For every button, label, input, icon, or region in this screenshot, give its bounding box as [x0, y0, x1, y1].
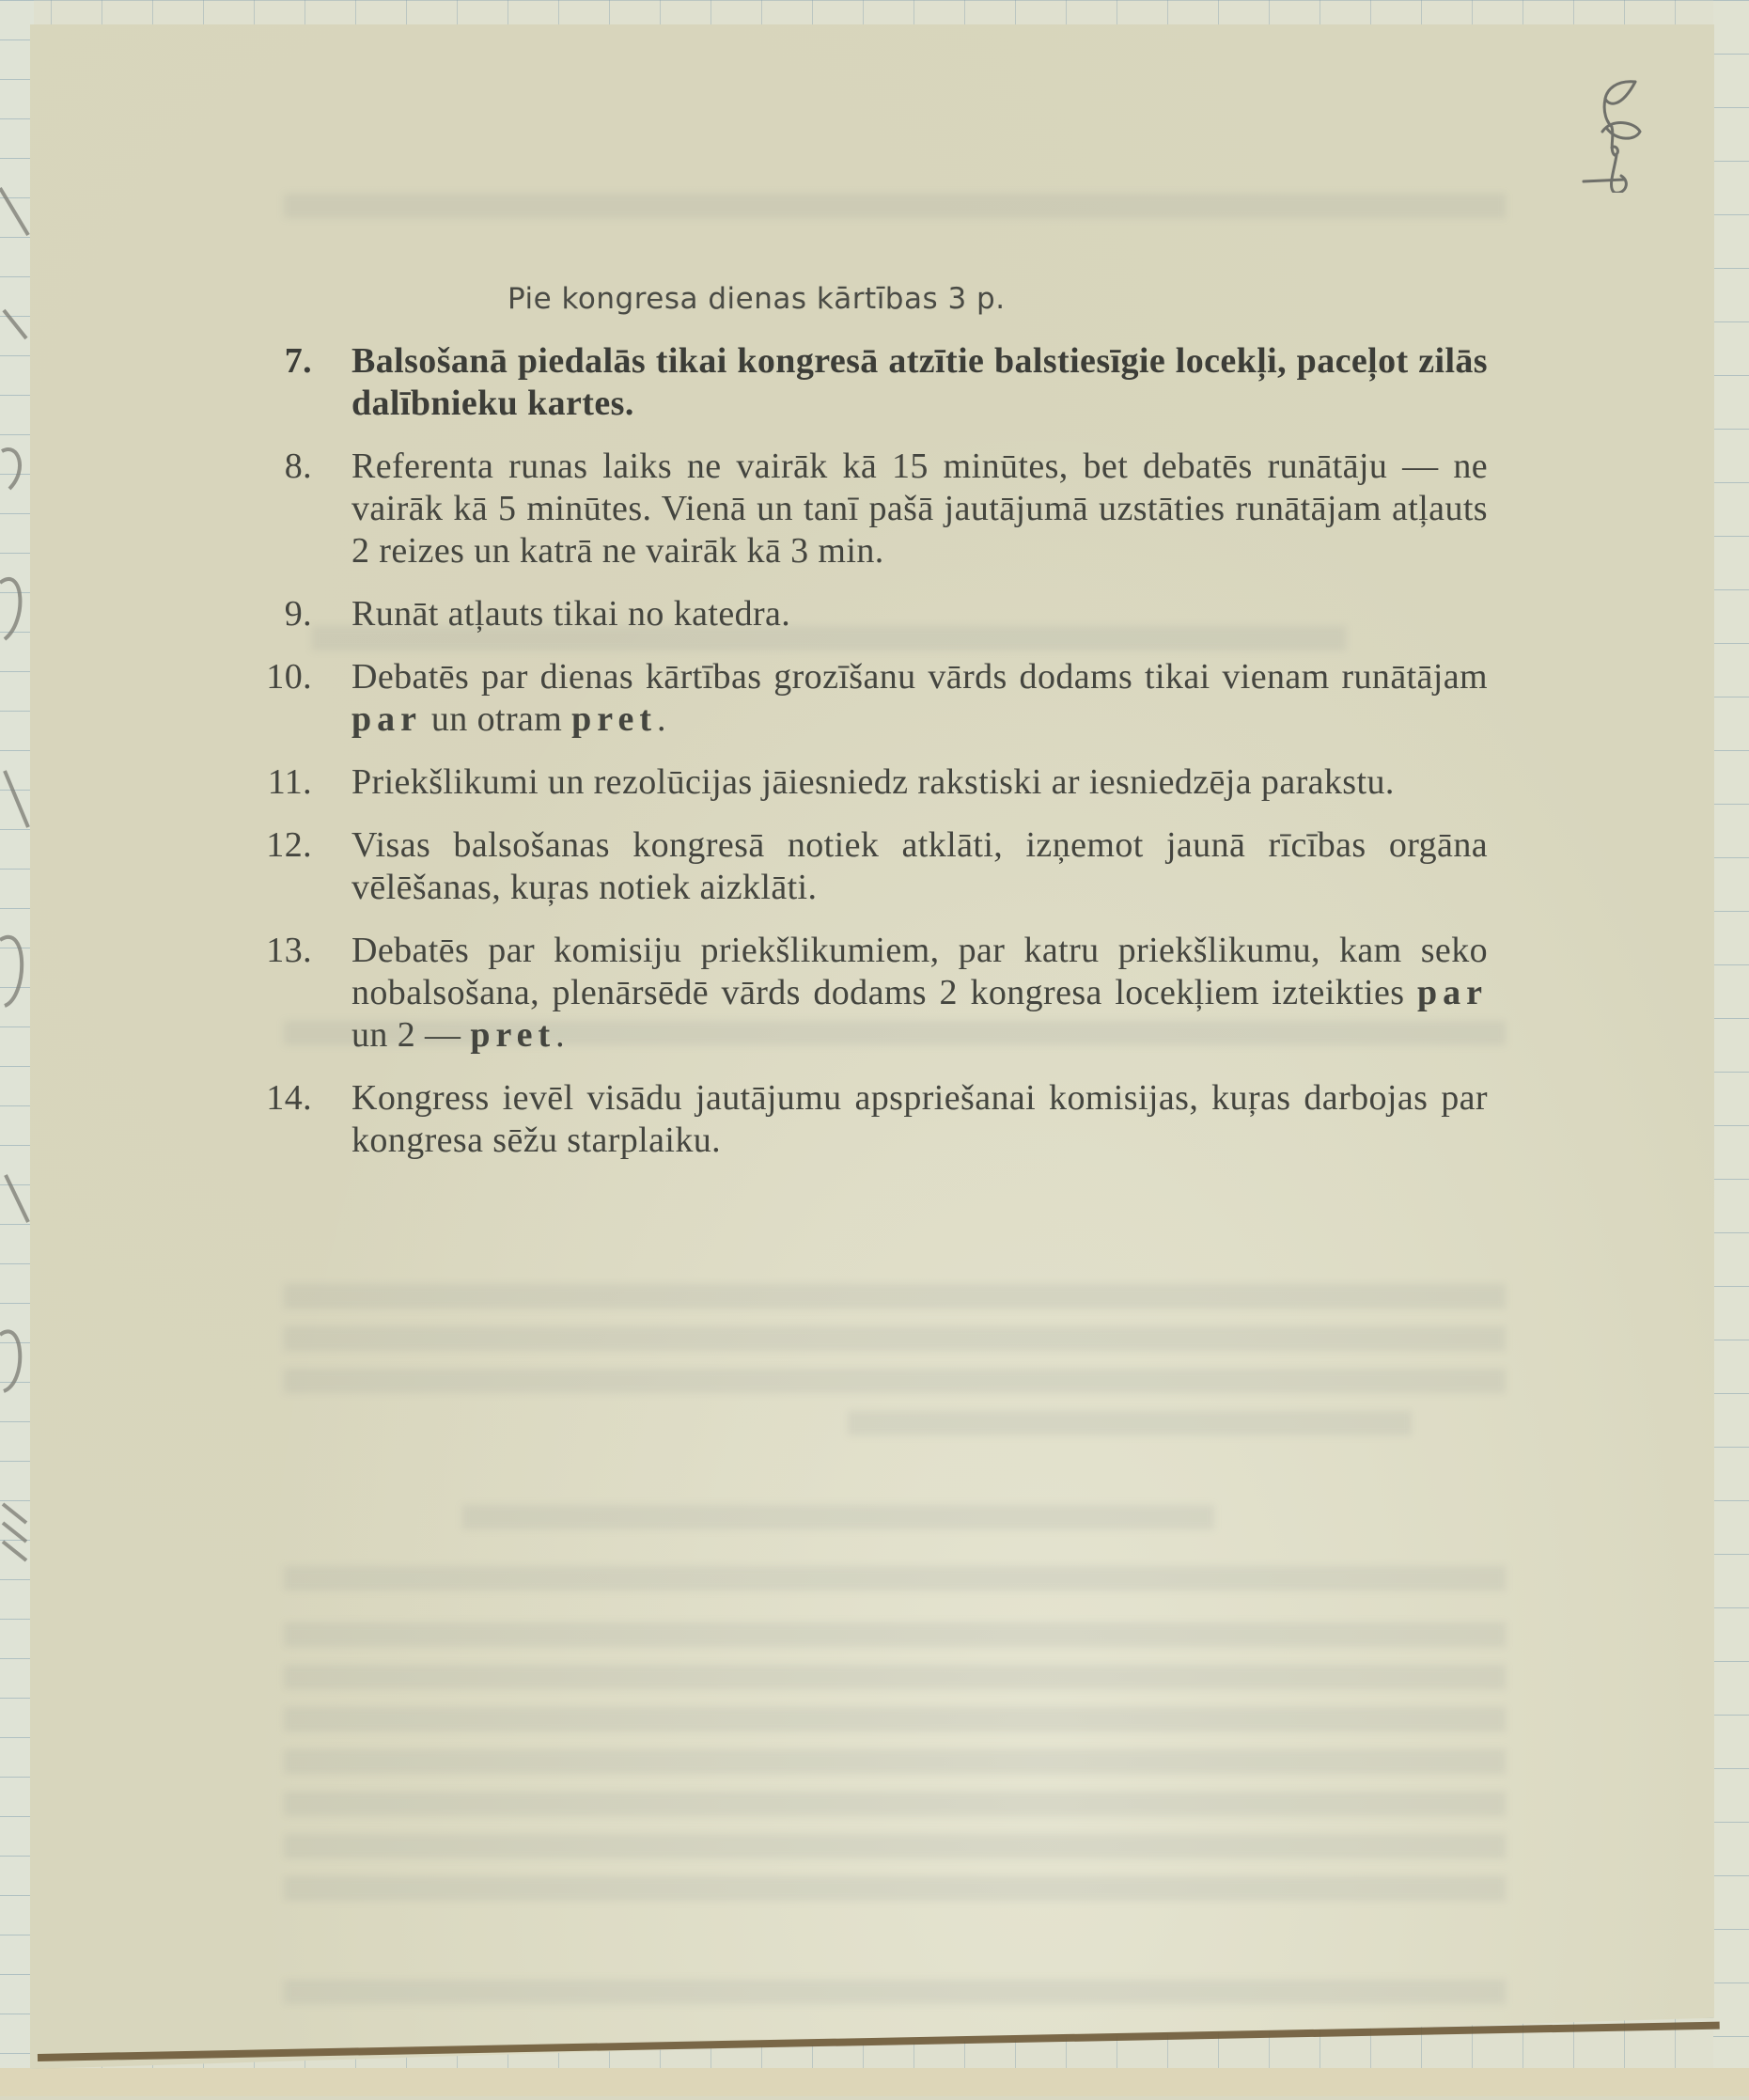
rule-text-part: un 2 — — [351, 1015, 471, 1055]
emphasis-for: par — [1417, 973, 1488, 1012]
rule-item — [242, 593, 1488, 635]
rule-number: 12. — [266, 825, 312, 865]
rule-number: 9. — [284, 594, 312, 634]
rule-text-part: . — [555, 1015, 566, 1055]
rule-text: Balsošanā piedalās tikai kongresā atzītie balstiesīgie locekļi, paceļot zilās dalībnieku kartes. — [351, 341, 1488, 423]
rules-list — [242, 340, 1488, 1183]
rule-text-part: Debatēs par dienas kārtības grozīšanu vārds dodams tikai vienam runātājam — [351, 657, 1488, 697]
rule-text — [351, 931, 1488, 1055]
emphasis-for: par — [351, 699, 422, 739]
section-heading: Pie kongresa dienas kārtības 3 p. — [508, 282, 1006, 316]
rule-number: 11. — [267, 762, 312, 802]
rule-text: Priekšlikumi un rezolūcijas jāiesniedz rakstiski ar iesniedzēja parakstu. — [351, 762, 1395, 802]
rule-item — [242, 1077, 1488, 1162]
rule-text-part: un otram — [422, 699, 572, 739]
rule-item — [242, 656, 1488, 741]
rule-item — [242, 824, 1488, 909]
emphasis-against: pret — [571, 699, 657, 739]
rule-item — [242, 930, 1488, 1057]
rule-text: Visas balsošanas kongresā notiek atklāti, izņemot jaunā rīcības orgāna vēlēšanas, kuŗas notiek aizklāti. — [351, 825, 1488, 907]
pencil-scribble-mark-icon — [1579, 71, 1654, 193]
rule-number: 8. — [284, 447, 312, 486]
rule-text-part: . — [656, 699, 666, 739]
rule-number: 7. — [284, 341, 312, 381]
rule-item — [242, 761, 1488, 804]
rule-text — [351, 657, 1488, 739]
rule-text: Runāt atļauts tikai no katedra. — [351, 594, 791, 634]
rule-number: 10. — [266, 657, 312, 697]
rule-text-part: Debatēs par komisiju priekšlikumiem, par katru priekšlikumu, kam seko nobalsošana, plenārsēdē vārds dodams 2 kongresa locekļiem izteikties — [351, 931, 1488, 1012]
rule-text: Kongress ievēl visādu jautājumu apspriešanai komisijas, kuŗas darbojas par kongresa sēžu starplaiku. — [351, 1078, 1488, 1160]
rule-item — [242, 340, 1488, 425]
rule-number: 14. — [266, 1078, 312, 1118]
rule-item — [242, 446, 1488, 572]
emphasis-against: pret — [470, 1015, 556, 1055]
rule-number: 13. — [266, 931, 312, 970]
rule-text: Referenta runas laiks ne vairāk kā 15 minūtes, bet debatēs runātāju — ne vairāk kā 5 minūtes. Vienā un tanī pašā jautājumā uzstāties runātājam atļauts 2 reizes un katrā ne vairāk kā 3 min. — [351, 447, 1488, 571]
